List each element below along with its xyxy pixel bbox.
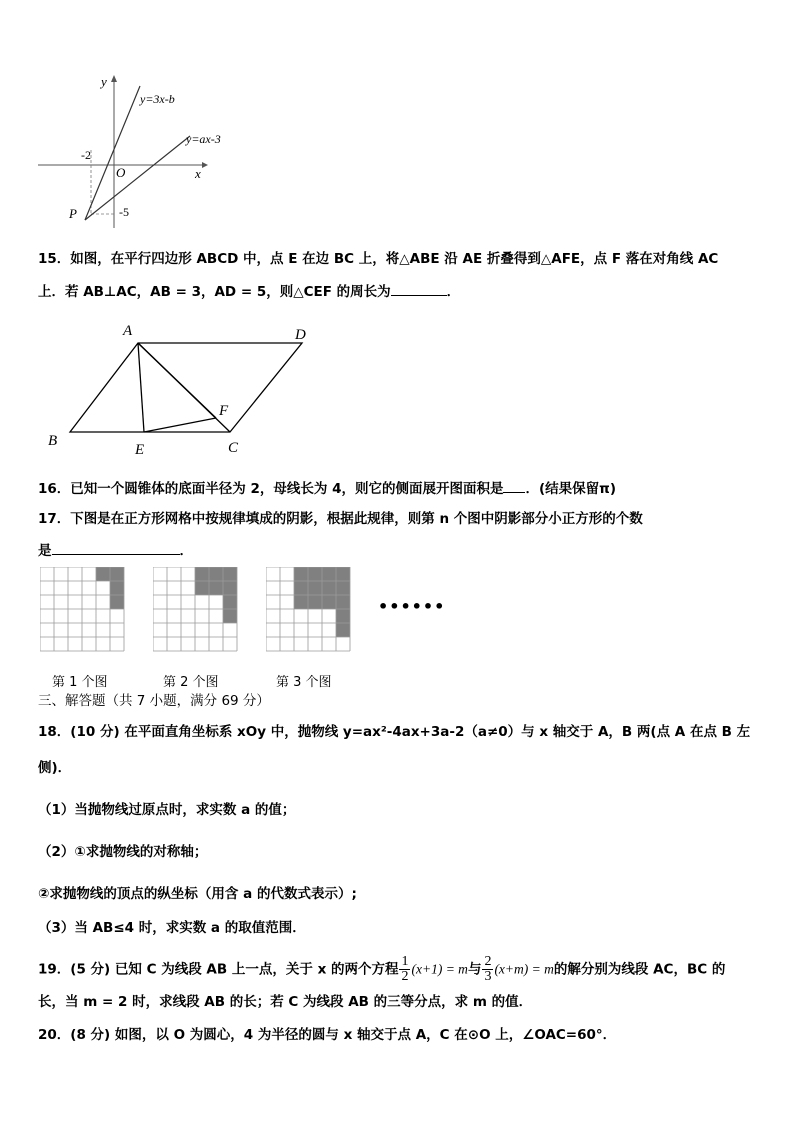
point-p-label: P — [69, 206, 77, 221]
q18-part2b: ②求抛物线的顶点的纵坐标（用含 a 的代数式表示）; — [38, 886, 357, 902]
fraction-1-2: $\frac{1}{2}$ — [401, 954, 409, 984]
origin-label: O — [116, 165, 126, 180]
q15-line1: 15．如图，在平行四边形 ABCD 中，点 E 在边 BC 上，将△ABE 沿 AE 折叠得到△AFE，点 F 落在对角线 AC — [38, 251, 719, 267]
q19-line1 — [38, 955, 725, 984]
q19-text: 19．(5 分) 已知 C 为线段 AB 上一点，关于 x 的两个方程 — [38, 961, 399, 978]
q15-line2-end: ． — [446, 284, 461, 300]
q19-mid: 与 — [467, 961, 482, 978]
tick-y-label: -5 — [119, 205, 129, 219]
ellipsis: •••••• — [378, 597, 446, 616]
vertex-c: C — [228, 440, 239, 456]
vertex-b: B — [48, 433, 58, 449]
equation-2: (x+m) = m — [494, 961, 554, 977]
q18-part3: （3）当 AB≤4 时，求实数 a 的取值范围． — [38, 920, 306, 936]
q16 — [38, 478, 616, 499]
linear-functions-graph — [30, 70, 250, 230]
q18-line1: 18．(10 分) 在平面直角坐标系 xOy 中，抛物线 y=ax²-4ax+3a-2（a≠0）与 x 轴交于 A，B 两(点 A 在点 B 左 — [38, 724, 751, 740]
grid-figure-2 — [153, 567, 240, 653]
grid-figure-1 — [40, 567, 127, 653]
q18-part1: （1）当抛物线过原点时，求实数 a 的值； — [38, 802, 296, 818]
q18-part2: （2）①求抛物线的对称轴； — [38, 844, 208, 860]
q17-line2 — [38, 540, 193, 561]
answer-blank-16 — [503, 478, 525, 493]
section-heading: 三、解答题（共 7 小题，满分 69 分） — [38, 693, 270, 709]
caption-2: 第 2 个图 — [163, 675, 219, 690]
q17-line2-end: ． — [179, 543, 193, 559]
vertex-e: E — [135, 442, 145, 458]
q15-line2 — [38, 281, 460, 302]
q19-end: 的解分别为线段 AC，BC 的 — [553, 961, 726, 978]
grid-figure-3 — [266, 567, 353, 653]
answer-blank-17 — [52, 540, 180, 555]
q17-line2-text: 是 — [38, 543, 52, 559]
vertex-a: A — [123, 323, 133, 339]
x-axis-label: x — [195, 166, 201, 181]
line1-label: y=3x-b — [140, 92, 175, 106]
equation-1: (x+1) = m — [411, 961, 468, 977]
caption-3: 第 3 个图 — [276, 675, 332, 690]
q17-line1: 17．下图是在正方形网格中按规律填成的阴影，根据此规律，则第 n 个图中阴影部分小正方形的个数 — [38, 511, 643, 527]
answer-blank-15 — [391, 281, 447, 296]
vertex-d: D — [295, 327, 306, 343]
vertex-f: F — [219, 403, 229, 419]
q18-line2: 侧)． — [38, 760, 72, 776]
q15-line2-text: 上．若 AB⊥AC，AB = 3，AD = 5，则△CEF 的周长为 — [38, 284, 391, 300]
line2-label: y=ax-3 — [186, 132, 221, 146]
q20: 20．(8 分) 如图，以 O 为圆心，4 为半径的圆与 x 轴交于点 A，C 在⊙O 上，∠OAC=60°． — [38, 1027, 617, 1043]
q16-text: 16．已知一个圆锥体的底面半径为 2，母线长为 4，则它的侧面展开图面积是 — [38, 481, 504, 497]
fraction-2-3: $\frac{2}{3}$ — [484, 954, 492, 984]
tick-x-label: -2 — [81, 148, 91, 162]
q16-end: ．(结果保留π) — [525, 481, 617, 497]
y-axis-label: y — [101, 74, 107, 89]
q19-line2: 长，当 m = 2 时，求线段 AB 的长；若 C 为线段 AB 的三等分点，求 m 的值． — [38, 994, 533, 1010]
parallelogram-figure — [40, 315, 330, 465]
caption-1: 第 1 个图 — [52, 675, 108, 690]
